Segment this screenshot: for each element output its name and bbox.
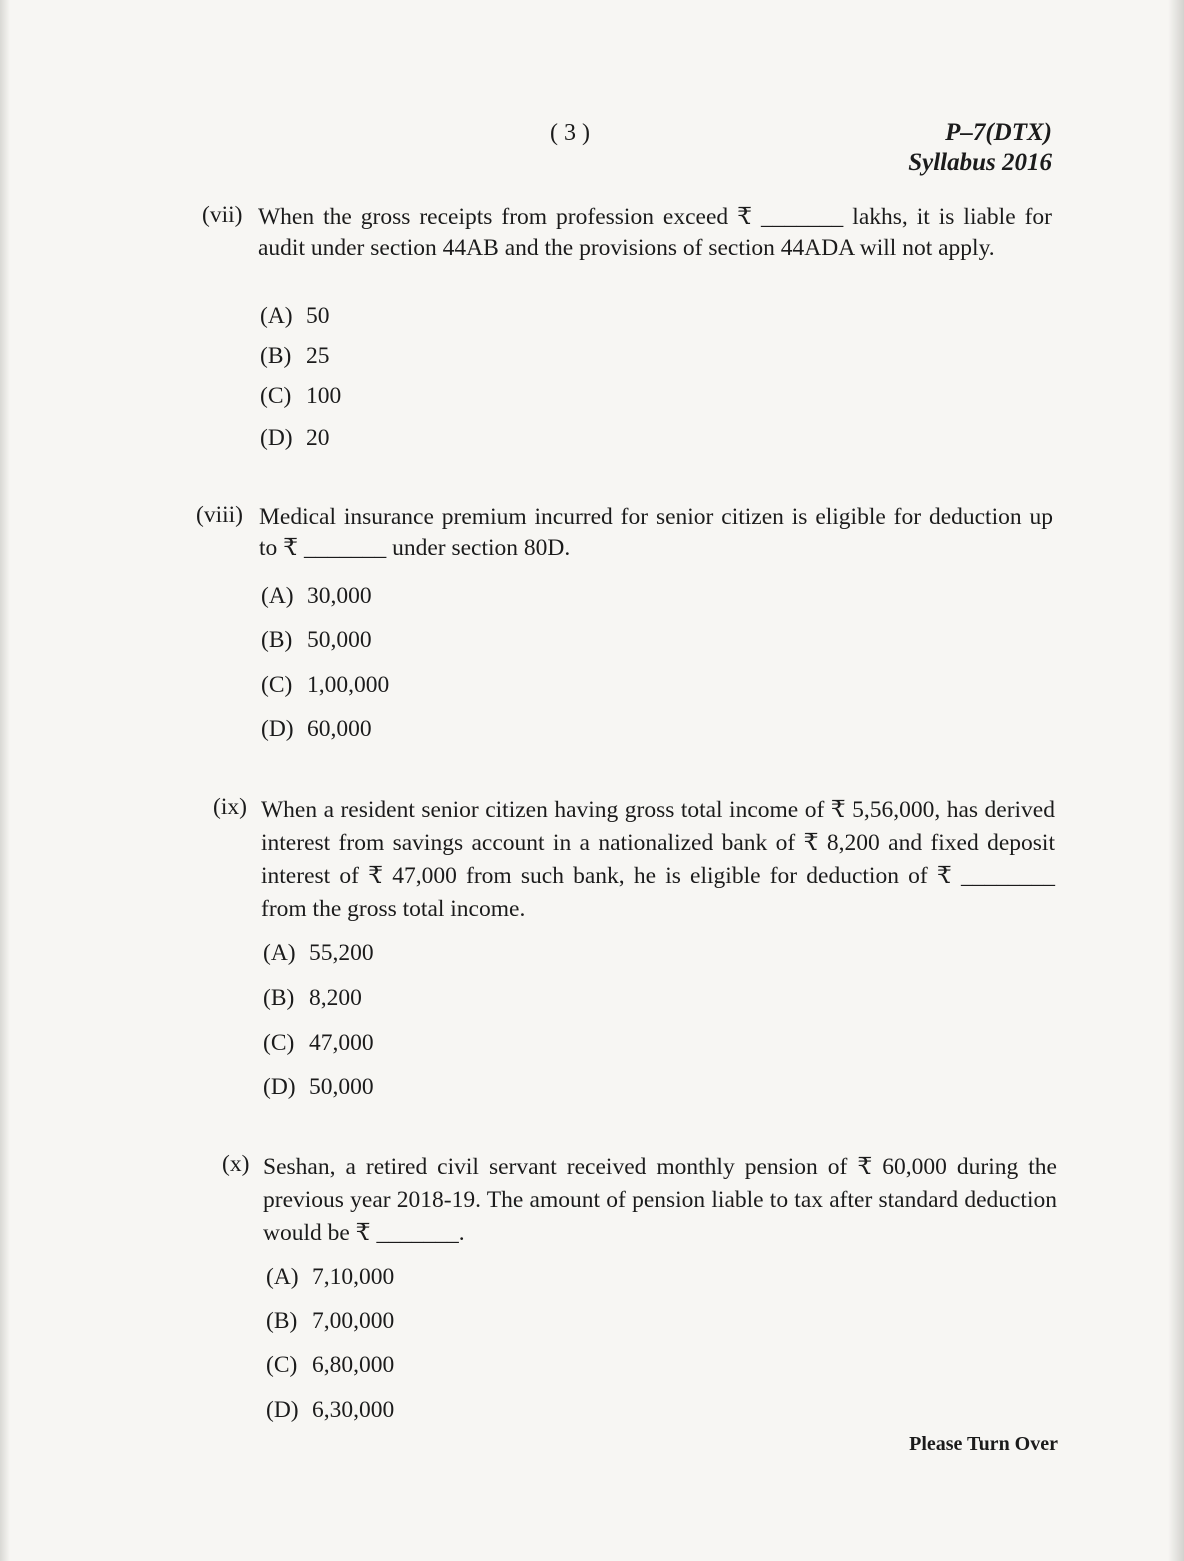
- option-label: (A): [263, 940, 296, 966]
- option-label: (D): [261, 716, 294, 742]
- page-number: ( 3 ): [550, 120, 590, 146]
- option-label: (B): [260, 343, 292, 369]
- option-c: [261, 672, 389, 699]
- question-number: (vii): [202, 202, 243, 228]
- option-label: (A): [260, 303, 293, 329]
- option-d: [263, 1074, 374, 1101]
- option-label: (C): [260, 383, 292, 409]
- option-value: 6,80,000: [312, 1352, 395, 1378]
- option-label: (B): [263, 985, 295, 1011]
- paper-code: P–7(DTX): [945, 119, 1052, 146]
- option-label: (B): [266, 1308, 298, 1334]
- option-c: [266, 1352, 394, 1379]
- option-label: (A): [261, 583, 294, 609]
- option-value: 30,000: [307, 583, 372, 609]
- option-value: 7,00,000: [312, 1308, 395, 1334]
- question-text: When the gross receipts from profession exceed ₹ _______ lakhs, it is liable for audit under section 44AB and the provisions of section 44ADA will not apply.: [258, 204, 1052, 261]
- option-value: 50,000: [307, 627, 372, 653]
- option-value: 50,000: [309, 1074, 374, 1100]
- syllabus-label: Syllabus 2016: [908, 149, 1052, 176]
- question-number: (ix): [213, 794, 247, 820]
- option-value: 25: [306, 343, 330, 369]
- option-value: 7,10,000: [312, 1264, 395, 1290]
- option-value: 100: [306, 383, 342, 409]
- option-value: 8,200: [309, 985, 362, 1011]
- option-label: (C): [261, 672, 293, 698]
- option-b: [261, 627, 372, 654]
- option-label: (A): [266, 1264, 299, 1290]
- option-value: 1,00,000: [307, 672, 390, 698]
- option-label: (C): [263, 1030, 295, 1056]
- option-a: [263, 940, 374, 967]
- option-value: 47,000: [309, 1030, 374, 1056]
- option-d: [261, 716, 372, 743]
- option-a: [261, 583, 372, 610]
- scan-edge-right: [1168, 0, 1184, 1561]
- question-number: (viii): [196, 502, 243, 528]
- question-number: (x): [222, 1151, 250, 1177]
- option-a: [260, 303, 330, 330]
- option-value: 60,000: [307, 716, 372, 742]
- option-label: (D): [260, 425, 293, 451]
- option-b: [266, 1308, 394, 1335]
- option-value: 55,200: [309, 940, 374, 966]
- option-value: 20: [306, 425, 330, 451]
- paper-code-block: [908, 118, 1052, 178]
- question-text: Seshan, a retired civil servant received monthly pension of ₹ 60,000 during the previous year 2018-19. The amount of pension liable to tax after standard deduction would be ₹ _______.: [263, 1154, 1057, 1246]
- scan-edge-left: [0, 0, 10, 1561]
- option-value: 6,30,000: [312, 1397, 395, 1423]
- option-c: [260, 383, 341, 410]
- please-turn-over: Please Turn Over: [909, 1433, 1058, 1455]
- option-label: (D): [266, 1397, 299, 1423]
- option-d: [266, 1397, 394, 1424]
- option-a: [266, 1264, 394, 1291]
- question-text: Medical insurance premium incurred for senior citizen is eligible for deduction up to ₹ _______ under section 80D.: [259, 504, 1053, 561]
- option-label: (D): [263, 1074, 296, 1100]
- option-d: [260, 425, 330, 452]
- option-b: [263, 985, 362, 1012]
- option-c: [263, 1030, 374, 1057]
- option-label: (C): [266, 1352, 298, 1378]
- option-b: [260, 343, 330, 370]
- option-value: 50: [306, 303, 330, 329]
- option-label: (B): [261, 627, 293, 653]
- question-text: When a resident senior citizen having gross total income of ₹ 5,56,000, has derived interest from savings account in a nationalized bank of ₹ 8,200 and fixed deposit interest of ₹ 47,000 from such bank, he is eligible for deduction of ₹ ________ from the gross total income.: [261, 797, 1055, 922]
